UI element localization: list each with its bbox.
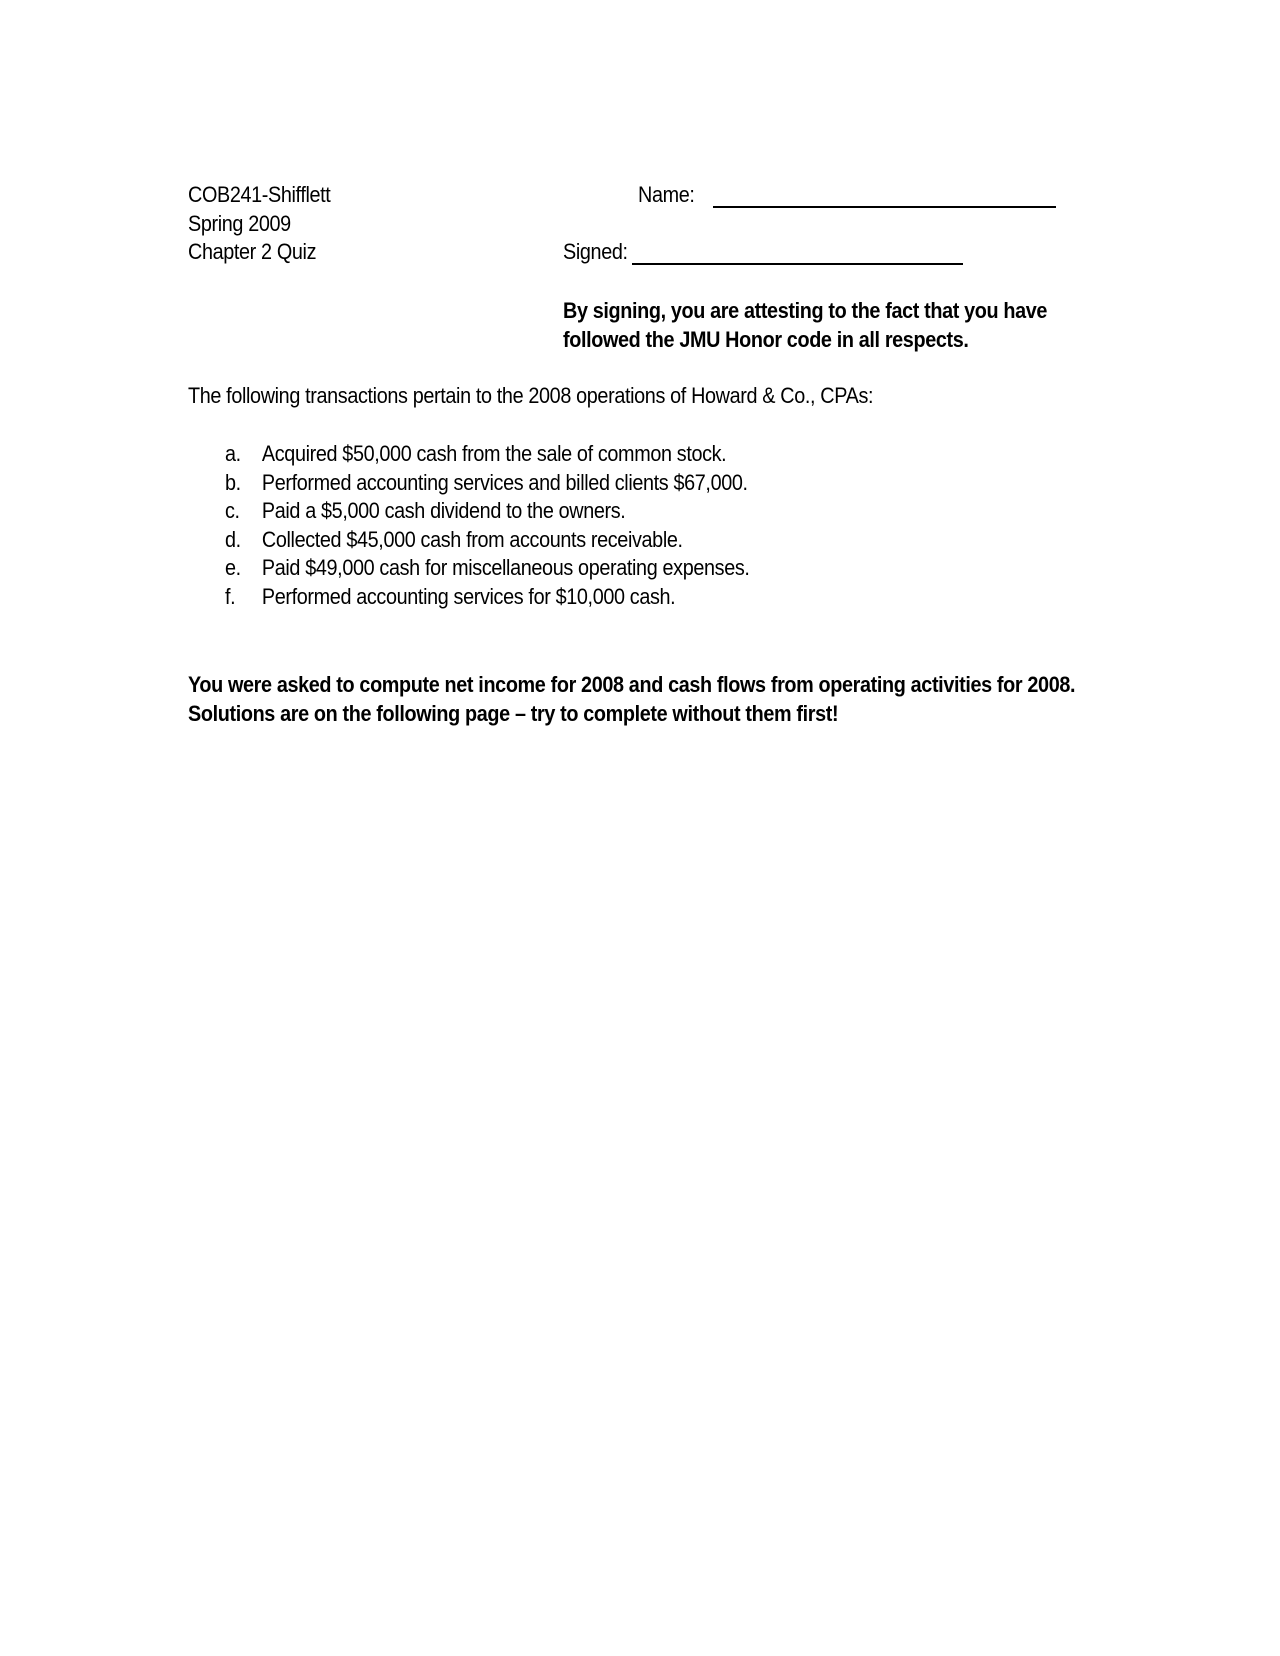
transaction-text: Paid $49,000 cash for miscellaneous operating expenses.: [261, 555, 750, 581]
transaction-text: Paid a $5,000 cash dividend to the owners.: [261, 498, 626, 524]
list-item: [225, 440, 750, 469]
signed-label: Signed:: [563, 239, 628, 264]
list-item: [225, 526, 750, 555]
course-info: [188, 181, 330, 267]
list-marker: a.: [225, 441, 241, 466]
name-label: Name:: [638, 182, 695, 207]
name-blank-line[interactable]: [713, 206, 1056, 208]
list-marker: f.: [225, 583, 236, 609]
list-item: [225, 497, 750, 526]
course-title: COB241-Shifflett: [188, 182, 331, 207]
list-marker: d.: [225, 526, 241, 552]
transaction-list: [225, 440, 750, 612]
intro-paragraph: The following transactions pertain to the 2008 operations of Howard & Co., CPAs:: [188, 383, 874, 408]
list-item: [225, 554, 750, 583]
honor-code-attestation: By signing, you are attesting to the fact that you have followed the JMU Honor code in all respects.: [563, 298, 1048, 352]
list-marker: c.: [225, 498, 240, 524]
transaction-text: Acquired $50,000 cash from the sale of common stock.: [261, 441, 727, 466]
list-item: [225, 469, 750, 498]
list-item: [225, 583, 750, 612]
transaction-text: Performed accounting services and billed clients $67,000.: [261, 469, 748, 495]
list-marker: b.: [225, 469, 241, 495]
signature-blank-line[interactable]: [632, 263, 963, 265]
list-marker: e.: [225, 555, 241, 581]
transaction-text: Performed accounting services for $10,000 cash.: [261, 583, 676, 609]
closing-instructions: You were asked to compute net income for 2008 and cash flows from operating activities for 2008. Solutions are on the following page – try to complete without them first!: [188, 672, 1076, 726]
name-field-row: [638, 181, 701, 210]
transaction-text: Collected $45,000 cash from accounts receivable.: [261, 526, 683, 552]
quiz-title: Chapter 2 Quiz: [188, 239, 317, 264]
term: Spring 2009: [188, 210, 291, 236]
